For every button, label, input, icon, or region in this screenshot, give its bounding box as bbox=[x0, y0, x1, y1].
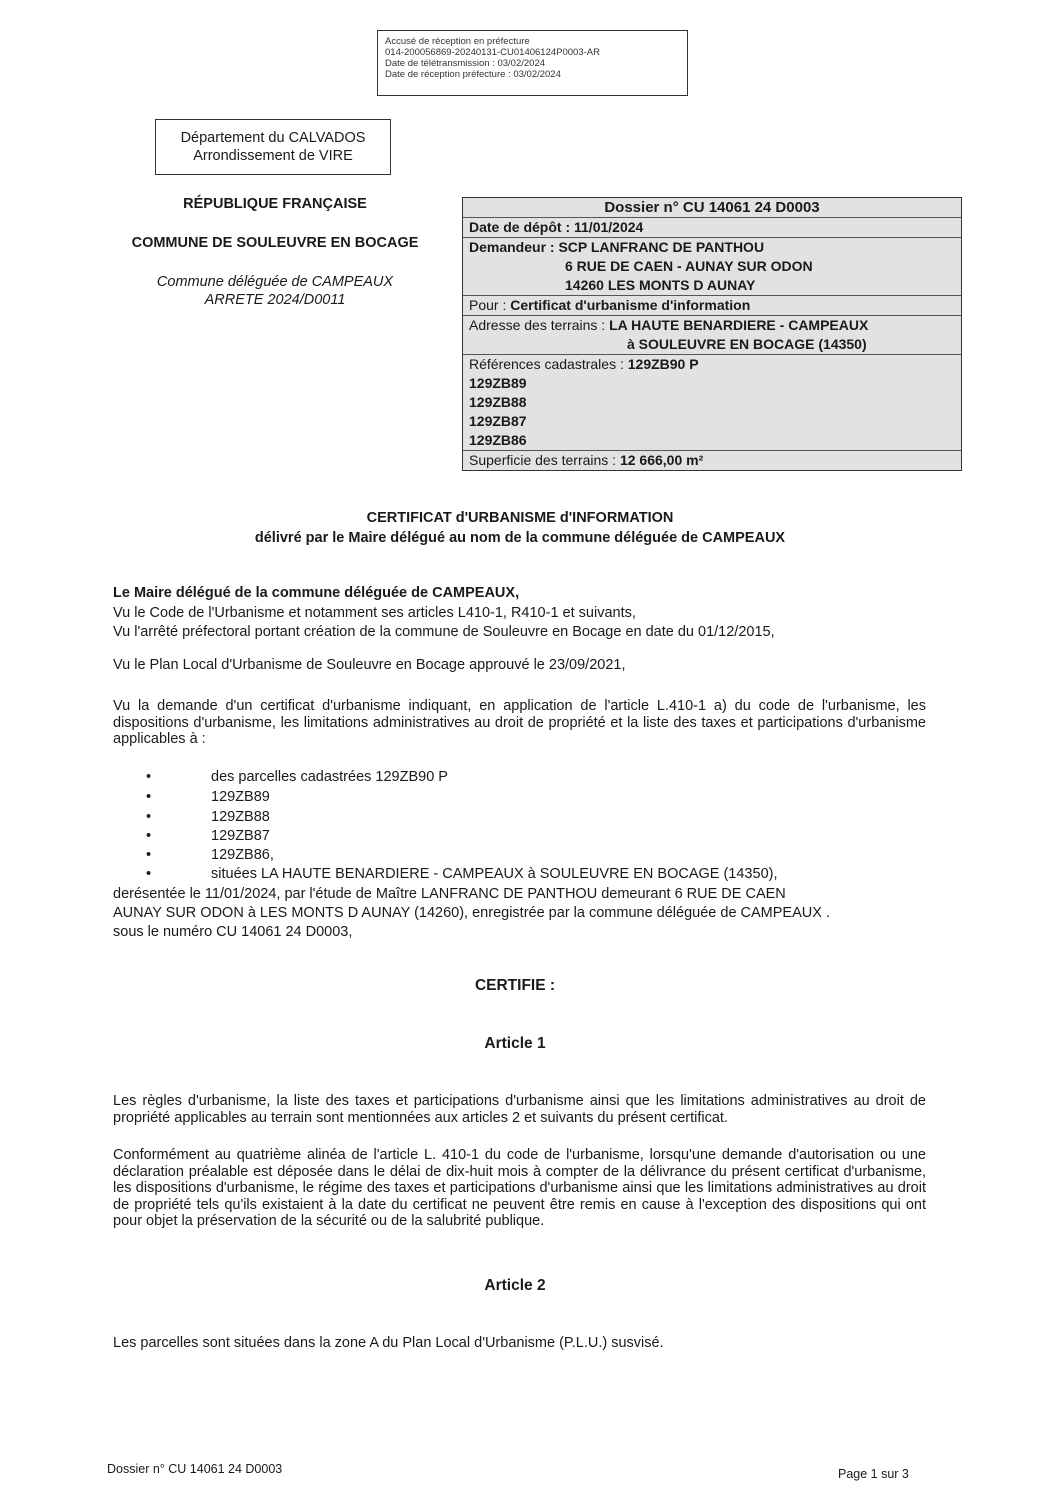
demandeur-line: Demandeur : SCP LANFRANC DE PANTHOU bbox=[469, 239, 765, 255]
date-depot: Date de dépôt : 11/01/2024 bbox=[463, 217, 961, 237]
arrondissement-name: Arrondissement de VIRE bbox=[193, 148, 353, 164]
stamp-line: Date de réception préfecture : 03/02/2024 bbox=[385, 69, 561, 80]
article-1-paragraph: Conformément au quatrième alinéa de l'article L. 410-1 du code de l'urbanisme, lorsqu'une demande d'autorisation ou une déclaration préalable est déposée dans le délai de dix-huit mois à compter de la délivrance du présent certificat d'urbanisme, les dispositions d'urbanisme, le régime des taxes et participations d'urbanisme ainsi que les limitations administratives au droit de propriété tels qu'ils existaient à la date du certificat ne peuvent être remis en cause à l'exception des dispositions qui ont pour objet la préservation de la sécurité ou de la salubrité publique. bbox=[113, 1147, 926, 1229]
adresse-label: Adresse des terrains : bbox=[469, 317, 610, 333]
maire-line: Le Maire délégué de la commune déléguée de CAMPEAUX, bbox=[113, 585, 520, 601]
article-2-heading: Article 2 bbox=[484, 1277, 546, 1294]
adresse-line: à SOULEUVRE EN BOCAGE (14350) bbox=[627, 336, 867, 352]
arrete-number: ARRETE 2024/D0011 bbox=[204, 292, 346, 308]
bullet-item: 129ZB87 bbox=[211, 828, 270, 844]
reference-item: 129ZB89 bbox=[469, 375, 527, 391]
demandeur-line: 6 RUE DE CAEN - AUNAY SUR ODON bbox=[565, 258, 813, 274]
bullet-dot: • bbox=[146, 866, 152, 882]
bullet-dot: • bbox=[146, 809, 152, 825]
demandeur-line: 14260 LES MONTS D AUNAY bbox=[565, 277, 756, 293]
superficie-value: 12 666,00 m² bbox=[619, 452, 704, 468]
certificate-title: CERTIFICAT d'URBANISME d'INFORMATION bbox=[366, 510, 674, 526]
stamp-line: Accusé de réception en préfecture bbox=[385, 36, 530, 47]
stamp-line: 014-200056869-20240131-CU01406124P0003-AR bbox=[385, 47, 600, 58]
vu-line: Vu l'arrêté préfectoral portant création de la commune de Souleuvre en Bocage en date du 01/12/2015, bbox=[113, 624, 775, 640]
bullet-item: 129ZB86, bbox=[211, 847, 274, 863]
bullet-item: 129ZB88 bbox=[211, 809, 270, 825]
article-2-paragraph: Les parcelles sont situées dans la zone A du Plan Local d'Urbanisme (P.L.U.) susvisé. bbox=[113, 1335, 664, 1351]
bullet-dot: • bbox=[146, 769, 152, 785]
reference-item: 129ZB90 P bbox=[627, 356, 699, 372]
footer-dossier: Dossier n° CU 14061 24 D0003 bbox=[107, 1462, 283, 1476]
bullet-item: 129ZB89 bbox=[211, 789, 270, 805]
article-1-heading: Article 1 bbox=[484, 1035, 546, 1052]
reference-item: 129ZB88 bbox=[469, 394, 527, 410]
bullet-item: des parcelles cadastrées 129ZB90 P bbox=[211, 769, 448, 785]
presentee-line: AUNAY SUR ODON à LES MONTS D AUNAY (14260), enregistrée par la commune déléguée de CAMPEAUX . bbox=[113, 905, 830, 921]
dossier-box bbox=[462, 197, 962, 471]
bullet-dot: • bbox=[146, 847, 152, 863]
presentee-line: sous le numéro CU 14061 24 D0003, bbox=[113, 924, 353, 940]
footer-page: Page 1 sur 3 bbox=[838, 1467, 909, 1481]
certificate-subtitle: délivré par le Maire délégué au nom de la commune déléguée de CAMPEAUX bbox=[254, 530, 786, 546]
bullet-dot: • bbox=[146, 789, 152, 805]
reference-item: 129ZB87 bbox=[469, 413, 527, 429]
department-box bbox=[155, 119, 391, 175]
vu-line: Vu le Plan Local d'Urbanisme de Souleuvre en Bocage approuvé le 23/09/2021, bbox=[113, 657, 626, 673]
reference-item: 129ZB86 bbox=[469, 432, 527, 448]
presentee-line: derésentée le 11/01/2024, par l'étude de Maître LANFRANC DE PANTHOU demeurant 6 RUE DE CAEN bbox=[113, 886, 786, 902]
superficie-row bbox=[463, 450, 961, 470]
adresse-row bbox=[463, 315, 961, 354]
article-1-paragraph: Les règles d'urbanisme, la liste des taxes et participations d'urbanisme ainsi que les limitations administratives au droit de propriété applicables au terrain sont mentionnées aux articles 2 et suivants du présent certificat. bbox=[113, 1093, 926, 1126]
pour-label: Pour : bbox=[469, 297, 511, 313]
bullet-dot: • bbox=[146, 828, 152, 844]
department-name: Département du CALVADOS bbox=[180, 130, 366, 146]
reception-stamp bbox=[377, 30, 688, 96]
pour-value: Certificat d'urbanisme d'information bbox=[510, 297, 751, 313]
adresse-line: LA HAUTE BENARDIERE - CAMPEAUX bbox=[609, 317, 869, 333]
dossier-title: Dossier n° CU 14061 24 D0003 bbox=[604, 199, 820, 216]
commune-heading: COMMUNE DE SOULEUVRE EN BOCAGE bbox=[131, 235, 419, 251]
vu-line: Vu le Code de l'Urbanisme et notamment ses articles L410-1, R410-1 et suivants, bbox=[113, 605, 636, 621]
references-label: Références cadastrales : bbox=[469, 356, 628, 372]
stamp-line: Date de télétransmission : 03/02/2024 bbox=[385, 58, 546, 69]
certifie-heading: CERTIFIE : bbox=[474, 977, 556, 994]
vu-demande: Vu la demande d'un certificat d'urbanisme indiquant, en application de l'article L.410-1 a) du code de l'urbanisme, les dispositions d'urbanisme, les limitations administratives au droit de propriété et la liste des taxes et participations d'urbanisme applicables à : bbox=[113, 698, 926, 747]
references-row bbox=[463, 354, 961, 450]
pour-row bbox=[463, 295, 961, 315]
republic-heading: RÉPUBLIQUE FRANÇAISE bbox=[183, 196, 367, 212]
commune-deleguee bbox=[120, 273, 430, 309]
superficie-label: Superficie des terrains : bbox=[469, 452, 620, 468]
commune-deleguee-name: Commune déléguée de CAMPEAUX bbox=[156, 274, 394, 290]
demandeur bbox=[463, 237, 961, 295]
situees-line: situées LA HAUTE BENARDIERE - CAMPEAUX à SOULEUVRE EN BOCAGE (14350), bbox=[211, 866, 778, 882]
